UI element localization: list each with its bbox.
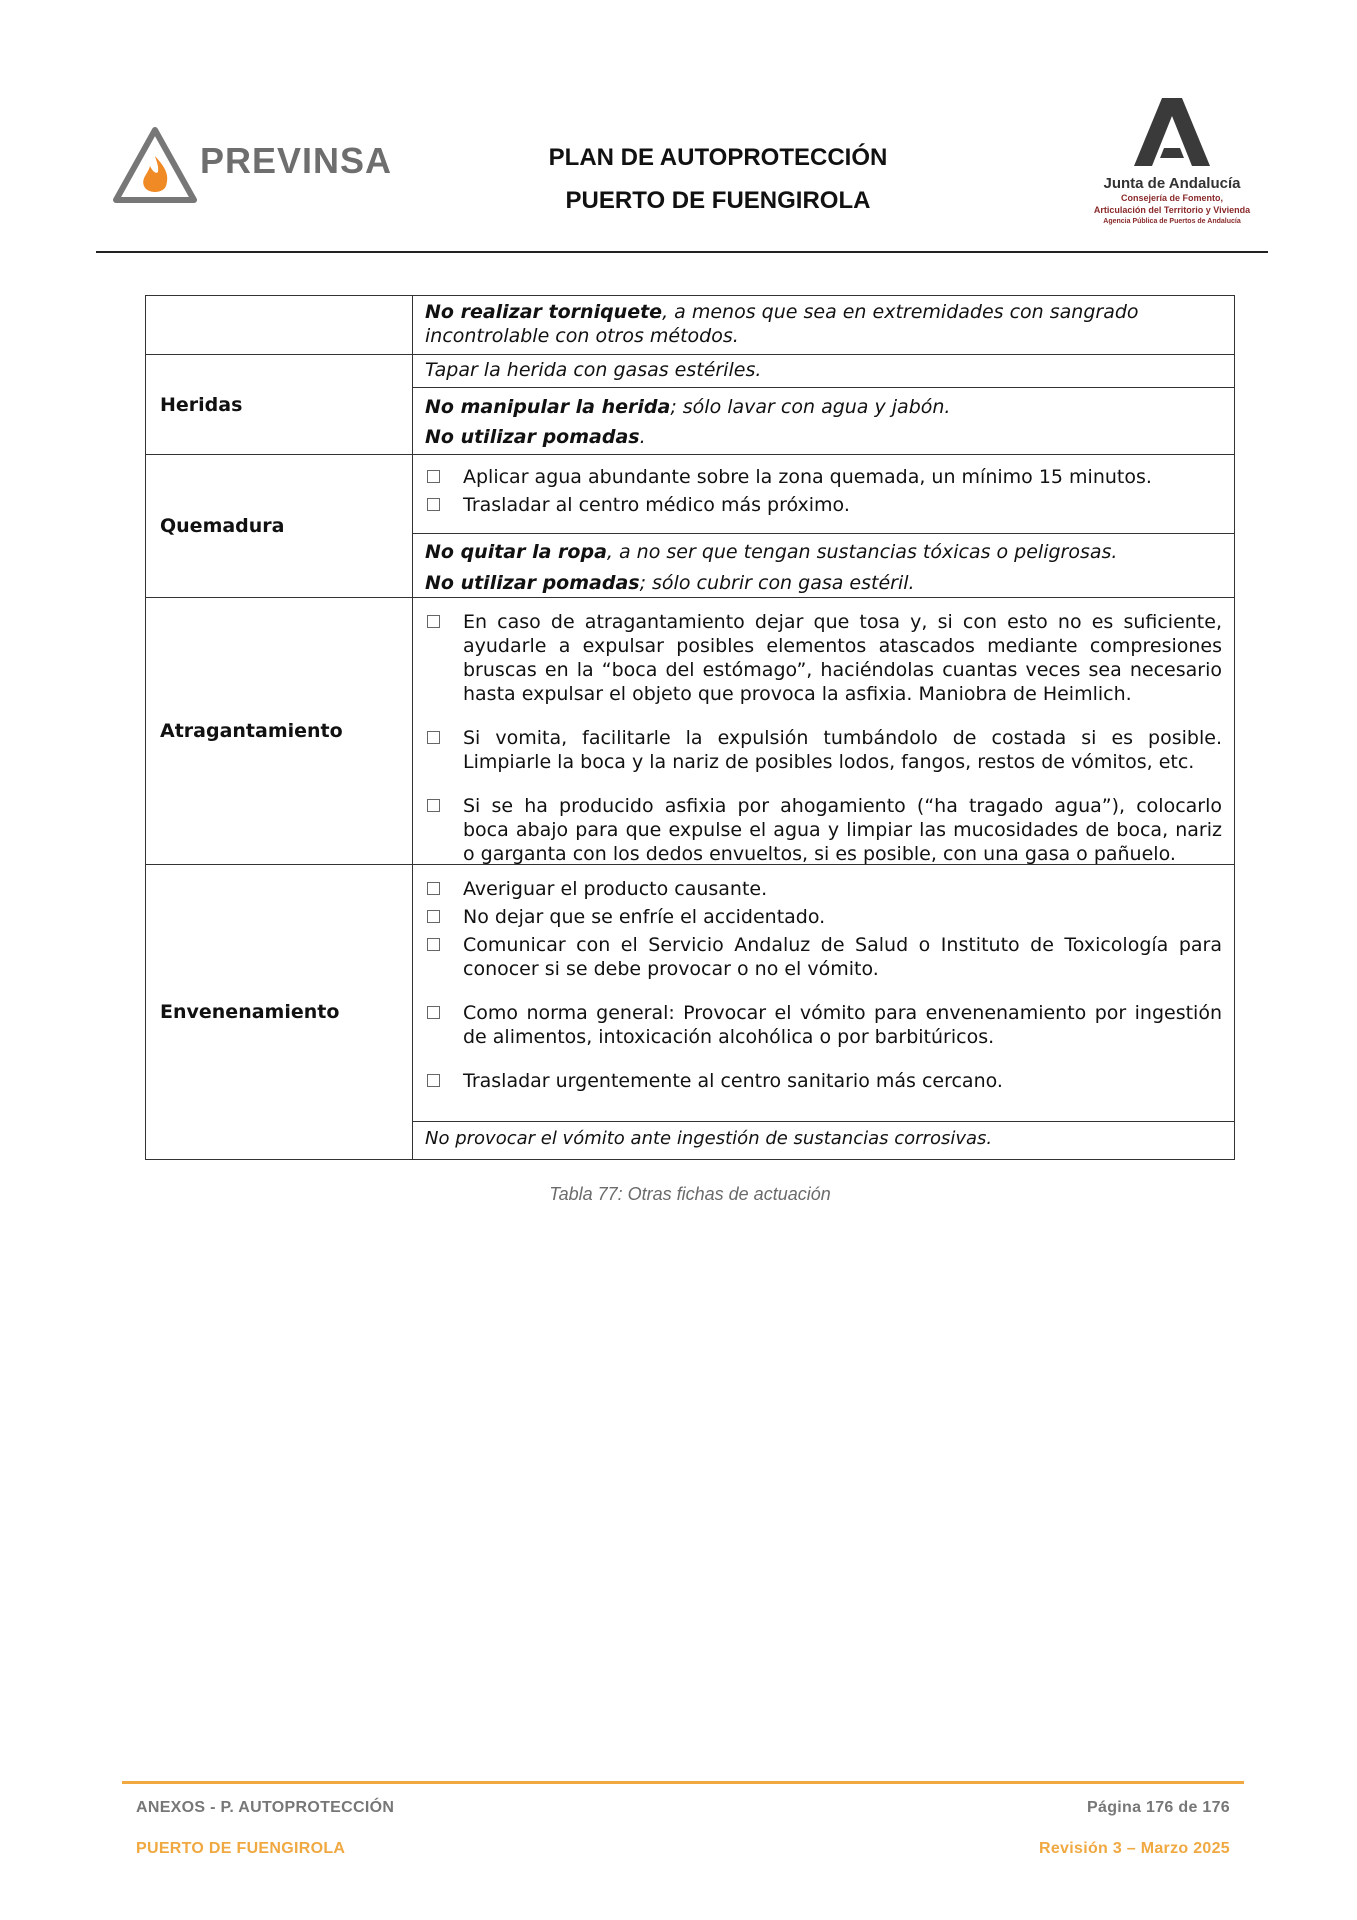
table-row [146,865,1235,1122]
table-row [146,598,1235,865]
category-cell-empty [146,296,413,355]
action-sheets-table [145,295,1235,1160]
list-item: Trasladar urgentemente al centro sanitario más cercano. [425,1069,1222,1093]
checkbox-icon [427,498,440,511]
tourniquet-warning-rest: , a menos que sea en extremidades con sangrado incontrolable con otros métodos. [425,301,1139,347]
content-cell [413,534,1235,598]
junta-a-emblem-icon [1132,96,1212,168]
category-atragantamiento: Atragantamiento [146,598,413,865]
table-row [146,355,1235,388]
checkbox-icon [427,910,440,923]
category-envenenamiento: Envenenamiento [146,865,413,1160]
list-item: Trasladar al centro médico más próximo. [425,493,1222,517]
checkbox-icon [427,938,440,951]
content-cell [413,355,1235,388]
checkbox-icon [427,882,440,895]
category-heridas: Heridas [146,355,413,455]
tourniquet-warning-bold: No realizar torniquete [425,301,663,323]
list-item: Comunicar con el Servicio Andaluz de Salud o Instituto de Toxicología para conocer si se debe provocar o no el vómito. [425,933,1222,981]
content-cell [413,865,1235,1122]
footer-section: ANEXOS - P. AUTOPROTECCIÓN [136,1799,395,1816]
checkbox-icon [427,731,440,744]
footer-location: PUERTO DE FUENGIROLA [136,1840,346,1857]
list-item: Si vomita, facilitarle la expulsión tumbándolo de costada si es posible. Limpiarle la boca y la nariz de posibles lodos, fangos, restos de vómitos, etc. [425,726,1222,774]
list-item: Aplicar agua abundante sobre la zona quemada, un mínimo 15 minutos. [425,465,1222,489]
quemadura-warning-2-bold: No utilizar pomadas [425,572,640,594]
checkbox-icon [427,615,440,628]
quemadura-warning-1-bold: No quitar la ropa [425,541,607,563]
content-cell [413,296,1235,355]
content-cell [413,455,1235,534]
title-line-1: PLAN DE AUTOPROTECCIÓN [548,144,888,171]
list-item: En caso de atragantamiento dejar que tosa y, si con esto no es suficiente, ayudarle a expulsar posibles elementos atascados mediante compresiones bruscas en la “boca del estómago”, haciéndolas cuantas veces sea necesario hasta expulsar el objeto que provoca la asfixia. Maniobra de Heimlich. [425,610,1222,706]
content-cell [413,388,1235,455]
heridas-warning-1-rest: ; sólo lavar con agua y jabón. [670,396,951,418]
header-divider [96,251,1268,253]
junta-org-name: Junta de Andalucía [1103,175,1241,192]
list-item: Como norma general: Provocar el vómito para envenenamiento por ingestión de alimentos, intoxicación alcohólica o por barbitúricos. [425,1001,1222,1049]
footer-revision: Revisión 3 – Marzo 2025 [1039,1840,1230,1857]
list-item: Si se ha producido asfixia por ahogamiento (“ha tragado agua”), colocarlo boca abajo para que expulse el agua y limpiar las mucosidades de boca, nariz o garganta con los dedos envueltos, si es posible, con una gasa o pañuelo. [425,794,1222,866]
previnsa-logo [112,126,392,206]
table-caption: Tabla 77: Otras fichas de actuación [549,1184,831,1204]
junta-agency: Agencia Pública de Puertos de Andalucía [1103,218,1241,225]
list-item: Averiguar el producto causante. [425,877,1222,901]
content-cell [413,598,1235,865]
heridas-warning-2-bold: No utilizar pomadas [425,426,640,448]
checkbox-icon [427,1006,440,1019]
checkbox-icon [427,799,440,812]
junta-dept-line-2: Articulación del Territorio y Vivienda [1093,205,1251,215]
category-quemadura: Quemadura [146,455,413,598]
page-number: Página 176 de 176 [1087,1799,1230,1816]
heridas-warning-2-rest: . [639,426,646,448]
junta-dept-line-1: Consejería de Fomento, [1120,193,1224,203]
checkbox-icon [427,1074,440,1087]
junta-andalucia-logo [1072,96,1272,236]
heridas-text-1: Tapar la herida con gasas estériles. [425,359,762,381]
footer-divider [122,1781,1244,1784]
checkbox-icon [427,470,440,483]
document-title [478,136,958,222]
heridas-warning-1-bold: No manipular la herida [425,396,671,418]
title-line-2: PUERTO DE FUENGIROLA [565,187,871,214]
quemadura-warning-1-rest: , a no ser que tengan sustancias tóxicas o peligrosas. [606,541,1118,563]
list-item: No dejar que se enfríe el accidentado. [425,905,1222,929]
table-row [146,296,1235,355]
table-row [146,455,1235,534]
content-cell [413,1122,1235,1160]
page-header [0,0,1357,252]
quemadura-warning-2-rest: ; sólo cubrir con gasa estéril. [639,572,915,594]
logo-wordmark: PREVINSA [200,140,393,181]
flame-triangle-icon [112,126,198,206]
envenenamiento-note: No provocar el vómito ante ingestión de sustancias corrosivas. [425,1128,993,1149]
